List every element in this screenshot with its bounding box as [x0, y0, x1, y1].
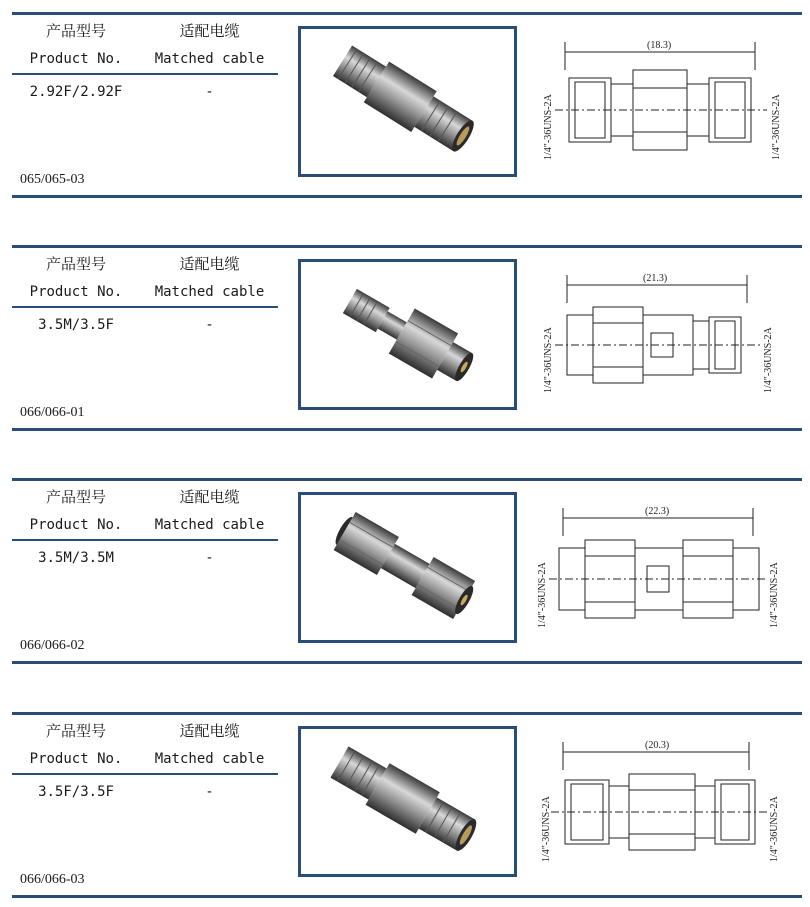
product-no-cn-header: 产品型号: [45, 22, 106, 40]
product-no-value: 3.5F/3.5F: [38, 784, 114, 800]
matched-cable-value: -: [205, 317, 214, 333]
product-block: [0, 478, 810, 668]
product-block: [0, 712, 810, 902]
divider: [12, 245, 802, 248]
matched-cable-value: -: [205, 784, 214, 800]
dimension-length: (22.3): [645, 506, 670, 517]
divider: [12, 478, 802, 481]
divider: [12, 195, 802, 198]
matched-cable-cn-header: 适配电缆: [179, 722, 240, 740]
header-divider: [12, 73, 278, 75]
product-block: [0, 245, 810, 435]
divider: [12, 661, 802, 664]
matched-cable-cn-header: 适配电缆: [179, 255, 240, 273]
product-photo: [298, 259, 517, 410]
product-no-value: 2.92F/2.92F: [29, 84, 123, 100]
product-no-en-header: Product No.: [29, 751, 123, 767]
product-no-cn-header: 产品型号: [45, 488, 106, 506]
dimension-length: (21.3): [643, 273, 668, 284]
divider: [12, 895, 802, 898]
thread-spec-left: 1/4"-36UNS-2A: [543, 327, 554, 393]
dimension-length: (18.3): [647, 40, 672, 51]
technical-drawing: [535, 730, 785, 880]
product-no-en-header: Product No.: [29, 51, 123, 67]
matched-cable-en-header: Matched cable: [154, 751, 265, 767]
product-no-en-header: Product No.: [29, 517, 123, 533]
technical-drawing: [535, 263, 785, 413]
product-code: 065/065-03: [20, 172, 85, 187]
divider: [12, 712, 802, 715]
thread-spec-left: 1/4"-36UNS-2A: [541, 796, 552, 862]
matched-cable-cn-header: 适配电缆: [179, 22, 240, 40]
header-divider: [12, 539, 278, 541]
thread-spec-right: 1/4"-36UNS-2A: [769, 796, 780, 862]
divider: [12, 12, 802, 15]
matched-cable-cn-header: 适配电缆: [179, 488, 240, 506]
product-no-value: 3.5M/3.5M: [38, 550, 114, 566]
product-block: [0, 12, 810, 202]
header-divider: [12, 306, 278, 308]
product-no-cn-header: 产品型号: [45, 722, 106, 740]
header-divider: [12, 773, 278, 775]
matched-cable-value: -: [205, 84, 214, 100]
product-code: 066/066-01: [20, 405, 85, 420]
technical-drawing: [535, 496, 785, 646]
thread-spec-left: 1/4"-36UNS-2A: [543, 94, 554, 160]
product-photo: [298, 492, 517, 643]
product-no-en-header: Product No.: [29, 284, 123, 300]
matched-cable-value: -: [205, 550, 214, 566]
product-code: 066/066-03: [20, 872, 85, 887]
dimension-length: (20.3): [645, 740, 670, 751]
thread-spec-right: 1/4"-36UNS-2A: [771, 94, 782, 160]
matched-cable-en-header: Matched cable: [154, 284, 265, 300]
product-photo: [298, 26, 517, 177]
thread-spec-right: 1/4"-36UNS-2A: [769, 562, 780, 628]
technical-drawing: [535, 30, 785, 180]
thread-spec-left: 1/4"-36UNS-2A: [537, 562, 548, 628]
product-no-cn-header: 产品型号: [45, 255, 106, 273]
product-no-value: 3.5M/3.5F: [38, 317, 114, 333]
divider: [12, 428, 802, 431]
matched-cable-en-header: Matched cable: [154, 517, 265, 533]
product-photo: [298, 726, 517, 877]
matched-cable-en-header: Matched cable: [154, 51, 265, 67]
thread-spec-right: 1/4"-36UNS-2A: [763, 327, 774, 393]
product-code: 066/066-02: [20, 638, 85, 653]
